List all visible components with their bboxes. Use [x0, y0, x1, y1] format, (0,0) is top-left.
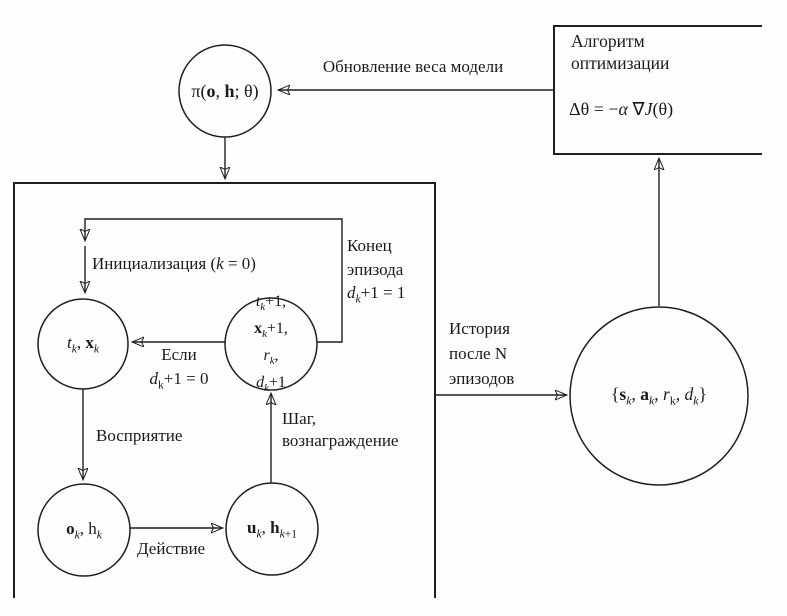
step-reward-label	[282, 408, 398, 452]
policy-formula: π(o, h; θ)	[191, 80, 259, 101]
end-episode-line: Конец	[347, 236, 392, 255]
state-node-label	[23, 330, 143, 358]
step-reward-line: Шаг,	[282, 409, 316, 428]
next-state-line: $x_k+1$,	[254, 319, 288, 340]
next-state-line: $d_k+1$	[256, 374, 286, 395]
end-episode-line: эпизода	[347, 259, 404, 279]
action-node-label	[212, 515, 332, 543]
history-formula: {$s_k$, $a_k$, $r_k$, $d_k$}	[611, 383, 707, 408]
action-label: Действие	[137, 539, 206, 558]
state-formula: $t_k$, $x_k$	[66, 332, 99, 356]
observation-formula: $o_k$, $h_k$	[66, 518, 102, 542]
history-label-line: История	[449, 319, 510, 338]
observation-node-label	[24, 516, 144, 544]
policy-node-label	[165, 76, 285, 106]
init-label: Инициализация (k = 0)	[92, 254, 256, 273]
optimizer-title-line: оптимизации	[571, 53, 670, 73]
if-condition-label	[133, 343, 225, 397]
model-update-label: Обновление веса модели	[322, 57, 504, 76]
if-label: Если	[161, 345, 197, 364]
optimizer-title-line: Алгоритм	[571, 31, 645, 51]
end-episode-line: $d_k+1 = 1$	[347, 283, 406, 306]
optimizer-box-title	[571, 30, 669, 74]
optimizer-formula: Δθ = −α ∇J(θ)	[569, 99, 674, 119]
end-episode-label	[347, 234, 405, 311]
perception-label: Восприятие	[96, 426, 183, 445]
if-condition: $d_k+1 = 0$	[149, 369, 209, 392]
history-label-line: эпизодов	[449, 369, 515, 388]
next-state-line: $r_k$,	[263, 347, 279, 368]
history-node-label	[579, 382, 739, 410]
next-state-node-label	[211, 292, 331, 395]
action-formula: $u_k$, $h_{k+1}$	[246, 517, 297, 541]
next-state-line: $t_k+1$,	[255, 292, 287, 313]
history-label-line: после N	[449, 344, 508, 363]
step-reward-line: вознаграждение	[282, 431, 399, 450]
history-label	[449, 316, 514, 391]
